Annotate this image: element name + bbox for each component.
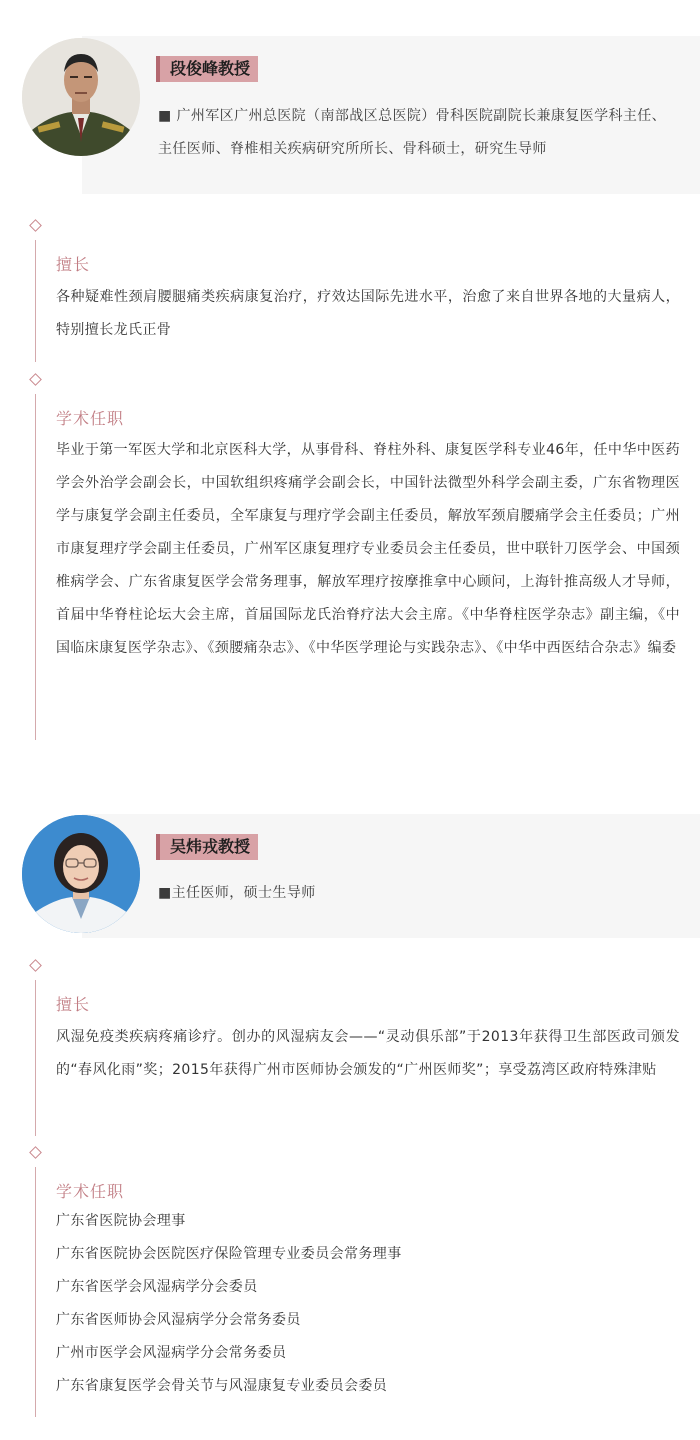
specialty-heading: 擅长	[56, 255, 91, 274]
list-item: 广东省康复医学会骨关节与风湿康复专业委员会委员	[56, 1378, 388, 1394]
academic-list	[56, 1205, 680, 1403]
list-item: 广东省医师协会风湿病学分会常务委员	[56, 1312, 301, 1328]
list-item: 广东省医院协会医院医疗保险管理专业委员会常务理事	[56, 1246, 402, 1262]
section-diamond-icon	[29, 219, 42, 232]
specialty-text: 各种疑难性颈肩腰腿痛类疾病康复治疗，疗效达国际先进水平，治愈了来自世界各地的大量病人，特别擅长龙氏正骨	[56, 289, 680, 338]
academic-text: 毕业于第一军医大学和北京医科大学，从事骨科、脊柱外科、康复医学科专业46年，任中华中医药学会外治学会副会长，中国软组织疼痛学会副会长，中国针法微型外科学会副主委，广东省物理医学与康复学会副主任委员，全军康复与理疗学会副主任委员，解放军颈肩腰痛学会主任委员；广州市康复理疗学会副主任委员，广州军区康复理疗专业委员会主任委员，世中联针刀医学会、中国颈椎病学会、广东省康复医学会常务理事，解放军理疗按摩推拿中心顾问，上海针推高级人才导师，首届中华脊柱论坛大会主席，首届国际龙氏治脊疗法大会主席。《中华脊柱医学杂志》副主编，《中国临床康复医学杂志》、《颈腰痛杂志》、《中华医学理论与实践杂志》、《中华中西医结合杂志》编委	[56, 442, 680, 656]
academic-heading: 学术任职	[56, 1182, 125, 1201]
specialty-text: 风湿免疫类疾病疼痛诊疗。创办的风湿病友会——“灵动俱乐部”于2013年获得卫生部医政司颁发的“春风化雨”奖；2015年获得广州市医师协会颁发的“广州医师奖”；享受荔湾区政府特殊津贴	[56, 1029, 680, 1078]
doctor-photo-avatar	[22, 38, 140, 156]
list-item: 广州市医学会风湿病学分会常务委员	[56, 1345, 287, 1361]
section-diamond-icon	[29, 373, 42, 386]
doctor-intro: ■ 广州军区广州总医院（南部战区总医院）骨科医院副院长兼康复医学科主任、主任医师、脊椎相关疾病研究所所长、骨科硕士，研究生导师	[158, 108, 667, 157]
doctor-name-tag: 段俊峰教授	[156, 56, 258, 82]
section-divider-line	[35, 980, 36, 1136]
list-item: 广东省医学会风湿病学分会委员	[56, 1279, 258, 1295]
section-diamond-icon	[29, 1146, 42, 1159]
section-diamond-icon	[29, 959, 42, 972]
doctor-photo-avatar	[22, 815, 140, 933]
doctor-intro: ■主任医师，硕士生导师	[158, 885, 316, 901]
specialty-heading: 擅长	[56, 995, 91, 1014]
academic-heading: 学术任职	[56, 409, 125, 428]
section-divider-line	[35, 394, 36, 740]
doctor-name-tag: 吴炜戎教授	[156, 834, 258, 860]
profile-header-panel	[82, 814, 700, 938]
section-divider-line	[35, 240, 36, 362]
section-divider-line	[35, 1167, 36, 1417]
list-item: 广东省医院协会理事	[56, 1213, 186, 1229]
